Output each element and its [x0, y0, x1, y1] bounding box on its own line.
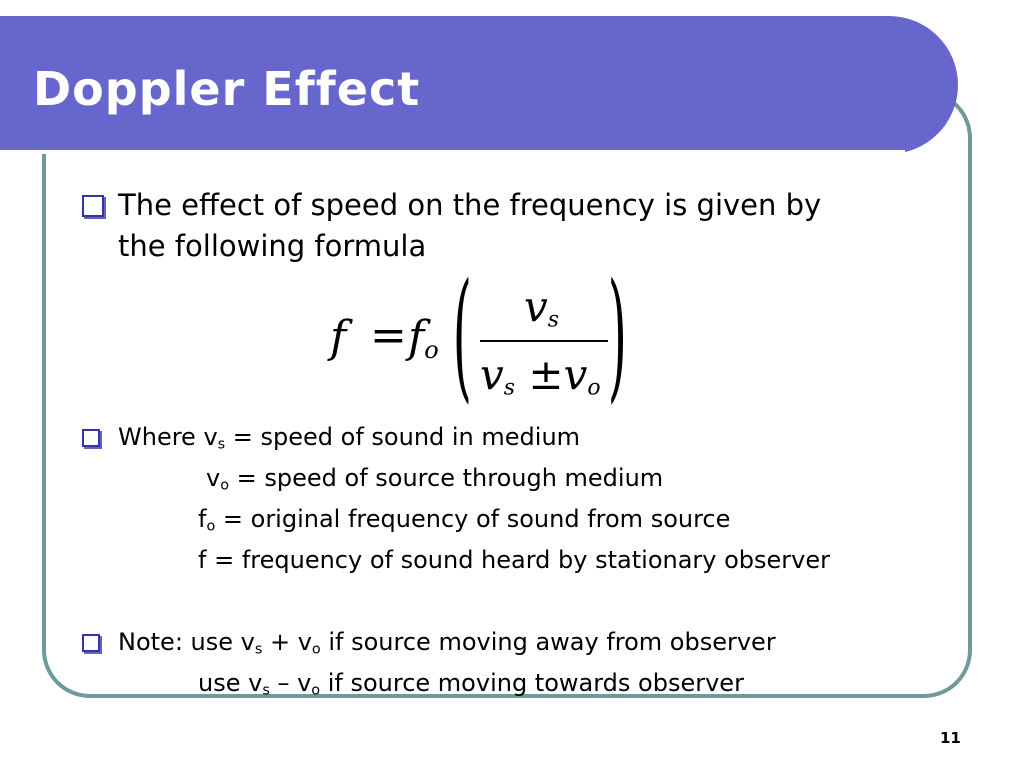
checkbox-bullet-icon [82, 429, 100, 447]
definition-f: f = frequency of sound heard by stationary observer [198, 546, 831, 574]
formula-left-paren: ( [452, 254, 472, 417]
slide-title: Doppler Effect [33, 62, 421, 116]
formula-right-paren: ) [607, 254, 627, 417]
definition-vo: $v_o$ = speed of source through medium [206, 464, 664, 494]
note-line-2: use $v_s - v_o$ if source moving towards observer [198, 669, 744, 699]
title-bar [0, 16, 958, 154]
checkbox-bullet-icon [82, 634, 100, 652]
page-number: 11 [940, 729, 961, 747]
definition-vs: Where $v_s$ = speed of sound in medium [118, 423, 581, 453]
formula-numerator: $v_s$ [524, 282, 560, 333]
doppler-formula [320, 254, 640, 417]
formula-denominator: $v_s \pm v_o$ [480, 350, 601, 401]
note-line-1: Note: use $v_s + v_o$ if source moving away from observer [118, 628, 776, 658]
checkbox-bullet-icon [82, 195, 104, 217]
bullet-1-line-1: The effect of speed on the frequency is given by [118, 188, 822, 222]
title-underline [0, 150, 905, 154]
formula-equals: = [370, 310, 407, 361]
definition-fo: $f_o$ = original frequency of sound from source [198, 505, 731, 535]
formula-f: f [330, 312, 347, 363]
formula-fo: $f_o$ [408, 312, 439, 364]
bullet-1-line-2: the following formula [118, 229, 427, 263]
formula-fraction-bar [480, 340, 608, 342]
